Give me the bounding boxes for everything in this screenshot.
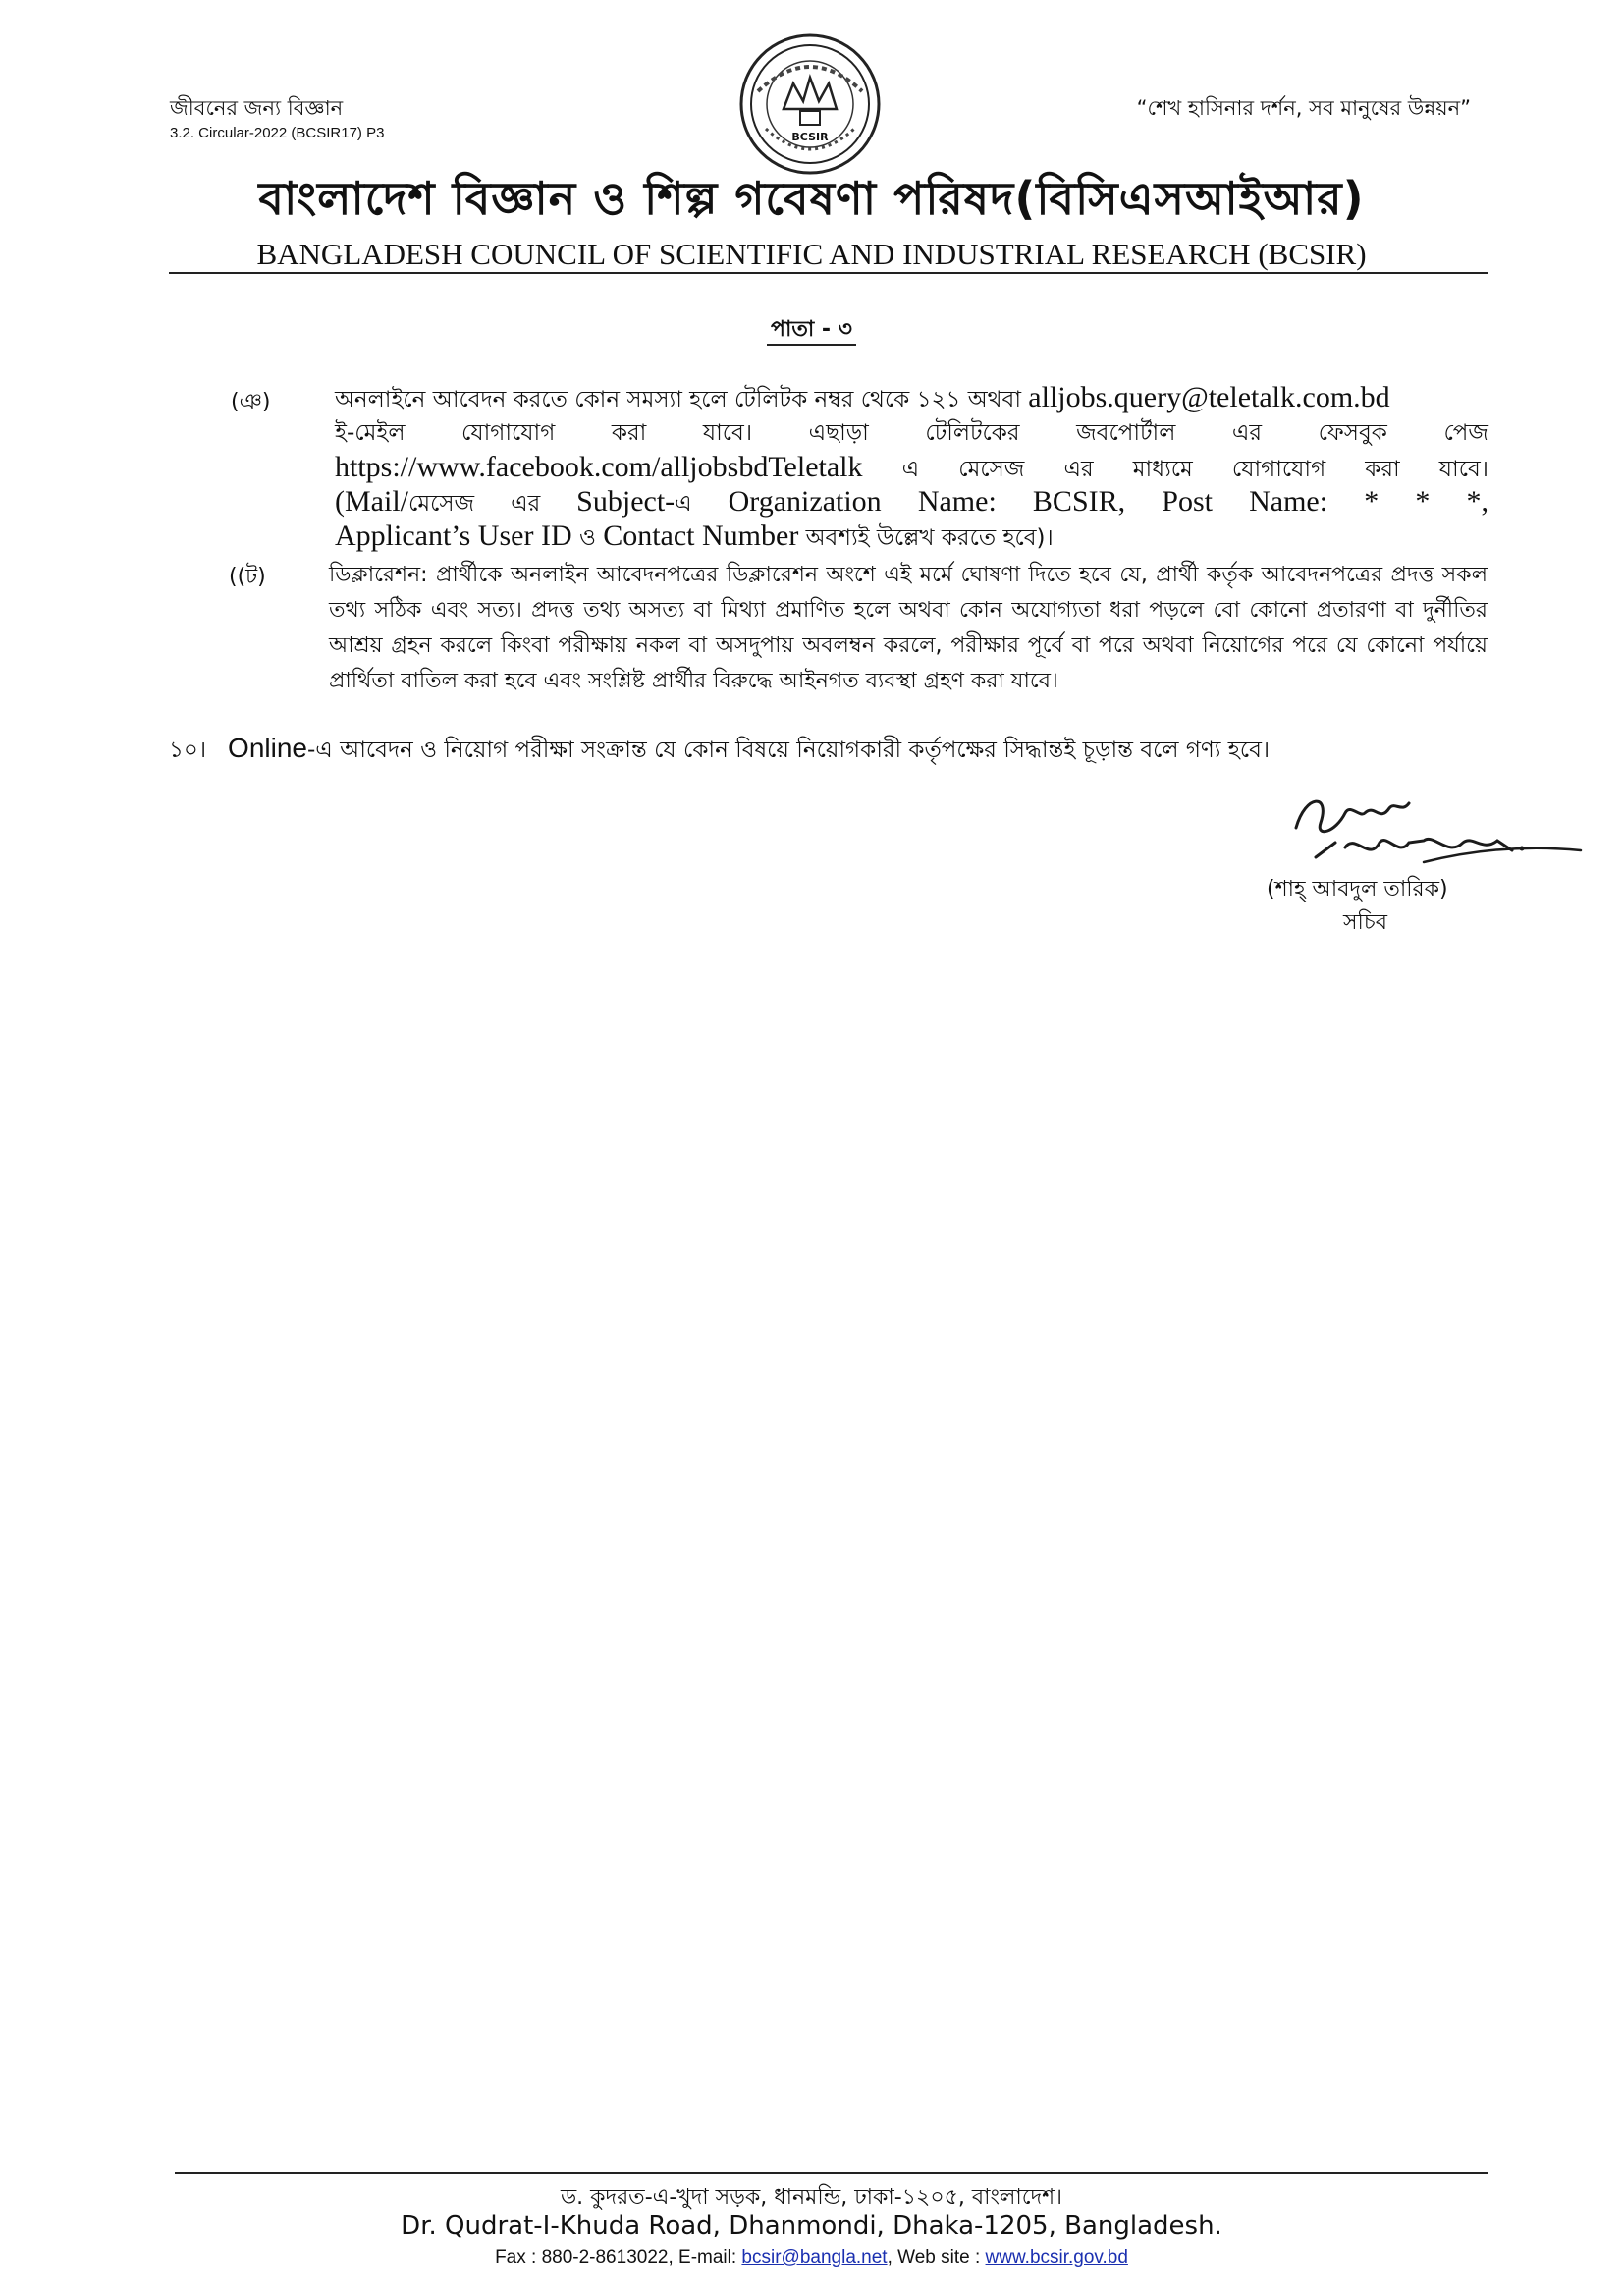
- motto-left: জীবনের জন্য বিজ্ঞান: [170, 96, 344, 120]
- bcsir-seal-logo: [738, 32, 882, 176]
- item-nya-line4: [335, 484, 1488, 521]
- circular-reference: 3.2. Circular-2022 (BCSIR17) P3: [170, 125, 385, 141]
- subject-suffix: এ: [675, 491, 692, 517]
- applicant-user-id: Applicant’s User ID: [335, 519, 572, 552]
- footer-divider: [175, 2172, 1488, 2174]
- footer-address-english: Dr. Qudrat-I-Khuda Road, Dhanmondi, Dhaka-1205, Bangladesh.: [401, 2212, 1222, 2241]
- item-nya-closing: অবশ্যই উল্লেখ করতে হবে)।: [805, 525, 1054, 551]
- motto-right: “শেখ হাসিনার দর্শন, সব মানুষের উন্নয়ন”: [1136, 96, 1471, 120]
- signatory-title: সচিব: [1343, 910, 1387, 935]
- fax-label: Fax : 880-2-8613022, E-mail:: [495, 2247, 742, 2268]
- signatory-name: (শাহ্ আবদুল তারিক): [1267, 877, 1448, 902]
- mail-prefix: (Mail/: [335, 485, 408, 518]
- email-link[interactable]: bcsir@bangla.net: [741, 2247, 888, 2268]
- website-label: , Web site :: [887, 2247, 986, 2268]
- item-marker-nya: (ঞ): [231, 390, 271, 414]
- organization-title-bangla: বাংলাদেশ বিজ্ঞান ও শিল্প গবেষণা পরিষদ(বিসিএসআইআর): [258, 172, 1365, 225]
- organization-post-name: Organization Name: BCSIR, Post Name: * * *,: [728, 485, 1488, 518]
- item-nya-line3-text: এ মেসেজ এর মাধ্যমে যোগাযোগ করা যাবে।: [901, 457, 1488, 482]
- item-nya-line5: [335, 519, 1488, 556]
- item-nya-line3: [335, 450, 1488, 487]
- declaration-paragraph: ডিক্লারেশন: প্রার্থীকে অনলাইন আবেদনপত্রের ডিক্লারেশন অংশে এই মর্মে ঘোষণা দিতে হবে যে, প্রার্থী কর্তৃক আবেদনপত্রের প্রদত্ত সকল তথ্য সঠিক এবং সত্য। প্রদত্ত তথ্য অসত্য বা মিথ্যা প্রমাণিত হলে অথবা কোন অযোগ্যতা ধরা পড়লে বো কোনো প্রতারণা বা দুর্নীতির আশ্রয় গ্রহন করলে কিংবা পরীক্ষায় নকল বা অসদুপায় অবলম্বন করলে, পরীক্ষার পূর্বে বা পরে অথবা নিয়োগের পরে যে কোনো পর্যায়ে প্রার্থিতা বাতিল করা হবে এবং সংশ্লিষ্ট প্রার্থীর বিরুদ্ধে আইনগত ব্যবস্থা গ্রহণ করা যাবে।: [329, 563, 1488, 693]
- header-divider: [169, 272, 1488, 274]
- footer-address-bangla: ড. কুদরত-এ-খুদা সড়ক, ধানমন্ডি, ঢাকা-১২০৫, বাংলাদেশ।: [560, 2185, 1063, 2210]
- item-10-text: -এ আবেদন ও নিয়োগ পরীক্ষা সংক্রান্ত যে কোন বিষয়ে নিয়োগকারী কর্তৃপক্ষের সিদ্ধান্তই চূড়ান্ত বলে গণ্য হবে।: [306, 738, 1271, 763]
- message-word: মেসেজ এর: [408, 491, 541, 517]
- support-email: alljobs.query@teletalk.com.bd: [1028, 381, 1390, 413]
- and-word: ও: [578, 525, 596, 551]
- contact-number: Contact Number: [603, 519, 799, 552]
- item-nya-line2: ই-মেইল যোগাযোগ করা যাবে। এছাড়া টেলিটকের জবপোর্টাল এর ফেসবুক পেজ: [335, 420, 1488, 446]
- svg-text:BCSIR: BCSIR: [791, 131, 829, 143]
- subject-word: Subject-: [576, 485, 676, 518]
- page-number: [0, 312, 1623, 349]
- item-10-online: Online: [228, 733, 307, 763]
- item-marker-ta: ((ট): [229, 565, 266, 589]
- item-10: [169, 732, 1347, 770]
- facebook-page-url: https://www.facebook.com/alljobsbdTeletalk: [335, 451, 863, 483]
- page-number-label: পাতা - ৩: [767, 317, 856, 346]
- item-10-marker: ১০।: [169, 738, 207, 763]
- organization-title-english: BANGLADESH COUNCIL OF SCIENTIFIC AND INDUSTRIAL RESEARCH (BCSIR): [256, 237, 1367, 271]
- item-nya-line1: [335, 380, 1488, 417]
- handwritten-signature: [1276, 774, 1591, 882]
- website-link[interactable]: www.bcsir.gov.bd: [985, 2247, 1128, 2268]
- item-nya-line1-text: অনলাইনে আবেদন করতে কোন সমস্যা হলে টেলিটক নম্বর থেকে ১২১ অথবা: [335, 387, 1021, 412]
- footer-contact: [0, 2247, 1623, 2269]
